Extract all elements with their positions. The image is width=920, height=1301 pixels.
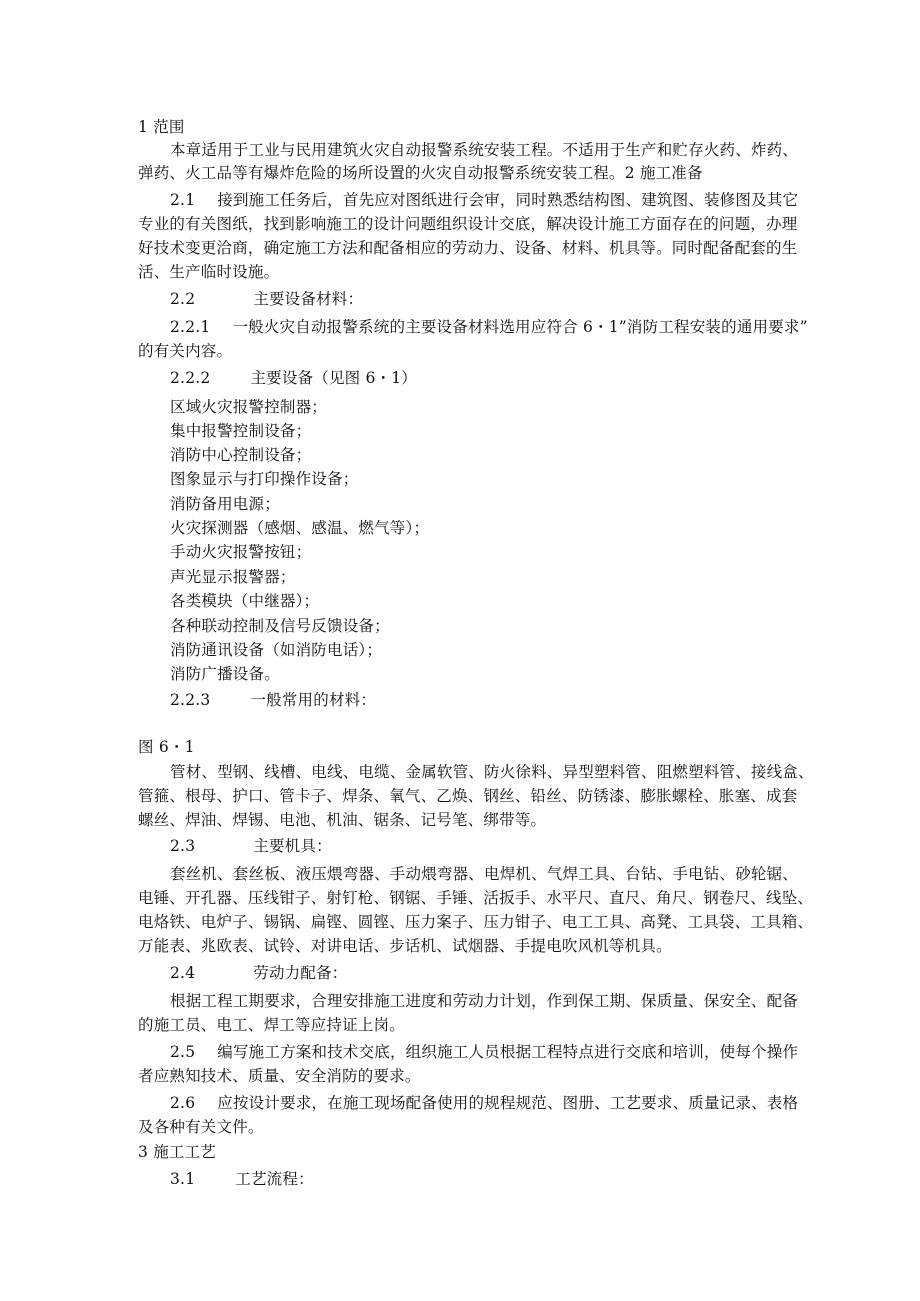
tools-line: 电烙铁、电炉子、锡锅、扁铿、圆铿、压力案子、压力钳子、电工工具、高凳、工具袋、工具箱、 (138, 913, 814, 931)
materials-line: 管箍、根母、护口、管卡子、焊条、氧气、乙焕、钢丝、铅丝、防锈漆、膨胀螺栓、胀塞、成套 (138, 787, 798, 805)
clause-title: 一般常用的材料： (250, 691, 377, 709)
clause-text: 一般火灾自动报警系统的主要设备材料选用应符合 6・1”消防工程安装的通用要求” (232, 318, 808, 336)
clause-title: 主要设备材料： (253, 290, 364, 308)
clause-text: 编写施工方案和技术交底，组织施工人员根据工程特点进行交底和培训，使每个操作 (217, 1043, 799, 1061)
clause-2-2-2 (170, 368, 417, 388)
section-1-heading: 1 范围 (138, 118, 185, 136)
clause-number: 3.1 (170, 1170, 196, 1188)
clause-2-5 (170, 1042, 798, 1062)
clause-number: 2.2.2 (170, 369, 211, 387)
clause-number: 2.2.1 (170, 318, 211, 336)
materials-line: 螺丝、焊油、焊锡、电池、机油、锯条、记号笔、绑带等。 (138, 811, 547, 829)
clause-number: 2.6 (170, 1094, 196, 1112)
section-3-heading: 3 施工工艺 (138, 1143, 216, 1161)
equipment-item: 消防备用电源； (170, 495, 280, 513)
clause-title: 劳动力配备： (253, 964, 348, 982)
figure-caption: 图 6・1 (138, 738, 195, 756)
labor-line: 的施工员、电工、焊工等应持证上岗。 (138, 1016, 405, 1034)
equipment-item: 手动火灾报警按钮； (170, 543, 312, 561)
clause-2-2-3 (170, 690, 376, 710)
equipment-item: 消防中心控制设备； (170, 446, 312, 464)
clause-title: 主要设备（见图 6・1） (250, 369, 418, 387)
clause-2-1-line: 好技术变更洽商，确定施工方法和配备相应的劳动力、设备、材料、机具等。同时配备配套的生 (138, 239, 798, 257)
materials-line: 管材、型钢、线槽、电线、电缆、金属软管、防火徐料、异型塑料管、阻燃塑料管、接线盒、 (170, 763, 814, 781)
clause-2-2-1 (170, 317, 808, 337)
equipment-item: 消防广播设备。 (170, 665, 280, 683)
clause-2-5-line: 者应熟知技术、质量、安全消防的要求。 (138, 1067, 421, 1085)
tools-line: 电锤、开孔器、压线钳子、射钉枪、钢锯、手锤、活扳手、水平尺、直尺、角尺、钢卷尺、线坠、 (138, 889, 814, 907)
clause-number: 2.3 (170, 837, 196, 855)
clause-2-1-line: 活、生产临时设施。 (138, 263, 280, 281)
clause-2-2-1-line: 的有关内容。 (138, 342, 233, 360)
tools-line: 套丝机、套丝板、液压煨弯器、手动煨弯器、电焊机、气焊工具、台钻、手电钻、砂轮锯、 (170, 865, 799, 883)
clause-2-3 (170, 836, 332, 856)
clause-2-2 (170, 289, 363, 309)
equipment-item: 消防通讯设备（如消防电话）； (170, 641, 383, 659)
clause-2-6-line: 及各种有关文件。 (138, 1118, 264, 1136)
equipment-item: 图象显示与打印操作设备； (170, 470, 359, 488)
equipment-item: 各类模块（中继器）； (170, 592, 320, 610)
clause-2-4 (170, 963, 347, 983)
clause-3-1 (170, 1169, 314, 1189)
clause-number: 2.2.3 (170, 691, 211, 709)
clause-number: 2.4 (170, 964, 196, 982)
equipment-item: 火灾探测器（感烟、感温、燃气等）； (170, 519, 430, 537)
scope-paragraph-line: 弹药、火工品等有爆炸危险的场所设置的火灾自动报警系统安装工程。2 施工准备 (138, 164, 703, 182)
tools-line: 万能表、兆欧表、试铃、对讲电话、步话机、试烟器、手提电吹风机等机具。 (138, 937, 672, 955)
equipment-item: 集中报警控制设备； (170, 422, 312, 440)
clause-2-1 (170, 190, 798, 210)
clause-text: 接到施工任务后，首先应对图纸进行会审，同时熟悉结构图、建筑图、装修图及其它 (217, 191, 799, 209)
clause-number: 2.5 (170, 1043, 196, 1061)
clause-number: 2.2 (170, 290, 196, 308)
scope-paragraph-line: 本章适用于工业与民用建筑火灾自动报警系统安装工程。不适用于生产和贮存火药、炸药、 (170, 141, 799, 159)
clause-2-1-line: 专业的有关图纸，找到影响施工的设计问题组织设计交底，解决设计施工方面存在的问题，办理 (138, 215, 798, 233)
equipment-item: 各种联动控制及信号反馈设备； (170, 617, 390, 635)
clause-2-6 (170, 1093, 798, 1113)
clause-title: 主要机具： (253, 837, 332, 855)
equipment-item: 区域火灾报警控制器； (170, 398, 328, 416)
clause-number: 2.1 (170, 191, 196, 209)
labor-line: 根据工程工期要求，合理安排施工进度和劳动力计划，作到保工期、保质量、保安全、配备 (170, 992, 799, 1010)
equipment-item: 声光显示报警器； (170, 568, 296, 586)
clause-title: 工艺流程： (235, 1170, 314, 1188)
clause-text: 应按设计要求，在施工现场配备使用的规程规范、图册、工艺要求、质量记录、表格 (217, 1094, 799, 1112)
